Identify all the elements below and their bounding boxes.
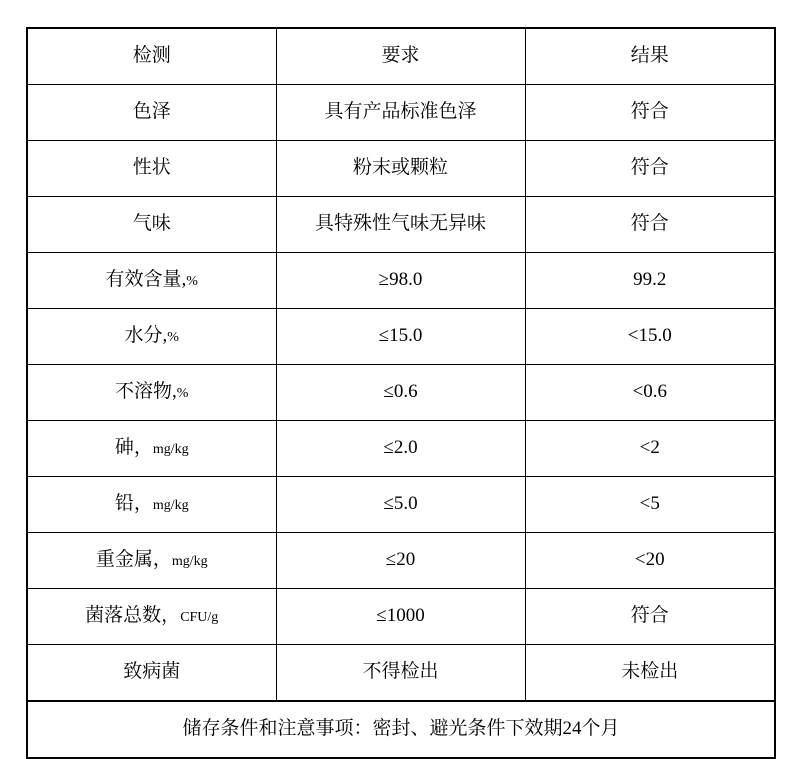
- cell-requirement: ≤0.6: [276, 365, 525, 421]
- header-cell-requirement: 要求: [276, 28, 525, 85]
- cell-item: [27, 421, 276, 477]
- table-row: [27, 589, 775, 645]
- table-row: [27, 197, 775, 253]
- cell-item-text: 性状: [132, 157, 171, 179]
- cell-item: [27, 365, 276, 421]
- cell-item: [27, 477, 276, 533]
- cell-result: 未检出: [525, 645, 775, 702]
- header-cell-result: 结果: [525, 28, 775, 85]
- header-cell-item: 检测: [27, 28, 276, 85]
- cell-result: 99.2: [525, 253, 775, 309]
- cell-item-unit: mg/kg: [152, 498, 189, 514]
- cell-item-text: 不溶物,: [115, 381, 177, 403]
- cell-result: 符合: [525, 589, 775, 645]
- table-row: [27, 253, 775, 309]
- cell-result: <0.6: [525, 365, 775, 421]
- cell-item: [27, 197, 276, 253]
- table-body: [27, 28, 775, 758]
- cell-requirement: ≤5.0: [276, 477, 525, 533]
- cell-item: [27, 85, 276, 141]
- cell-item-unit: %: [186, 274, 198, 290]
- table-row: [27, 645, 775, 702]
- cell-requirement: 具有产品标准色泽: [276, 85, 525, 141]
- cell-requirement: 不得检出: [276, 645, 525, 702]
- cell-item: [27, 645, 276, 702]
- table-row: [27, 141, 775, 197]
- table-row: [27, 309, 775, 365]
- cell-requirement: ≤15.0: [276, 309, 525, 365]
- cell-item-text: 致病菌: [123, 661, 181, 683]
- cell-item: [27, 141, 276, 197]
- cell-requirement: ≤2.0: [276, 421, 525, 477]
- cell-item-text: 气味: [132, 213, 171, 235]
- cell-item-unit: CFU/g: [180, 610, 219, 626]
- table-row: [27, 365, 775, 421]
- cell-item: [27, 253, 276, 309]
- cell-item-text: 铅，: [114, 493, 153, 515]
- cell-item: [27, 309, 276, 365]
- cell-item-text: 砷，: [114, 437, 153, 459]
- cell-item-text: 有效含量,: [105, 269, 187, 291]
- table-row: [27, 421, 775, 477]
- cell-item-unit: %: [167, 330, 179, 346]
- cell-item-unit: %: [176, 386, 189, 402]
- cell-item-text: 菌落总数，: [85, 605, 181, 627]
- specification-table: [26, 27, 776, 759]
- cell-requirement: 粉末或颗粒: [276, 141, 525, 197]
- cell-item-text: 水分,: [124, 325, 168, 347]
- table-header-row: [27, 28, 775, 85]
- cell-result: 符合: [525, 85, 775, 141]
- cell-result: <20: [525, 533, 775, 589]
- cell-item: [27, 533, 276, 589]
- cell-requirement: ≤20: [276, 533, 525, 589]
- cell-requirement: ≥98.0: [276, 253, 525, 309]
- cell-result: <5: [525, 477, 775, 533]
- table-footer-row: [27, 701, 775, 758]
- table-row: [27, 477, 775, 533]
- table-row: [27, 85, 775, 141]
- cell-item-text: 色泽: [132, 101, 171, 123]
- table-row: [27, 533, 775, 589]
- cell-item-unit: mg/kg: [152, 442, 189, 458]
- storage-note: 储存条件和注意事项：密封、避光条件下效期24个月: [27, 701, 775, 758]
- cell-result: 符合: [525, 197, 775, 253]
- cell-requirement: ≤1000: [276, 589, 525, 645]
- cell-item-text: 重金属，: [95, 549, 172, 571]
- cell-item-unit: mg/kg: [171, 554, 208, 570]
- cell-result: <15.0: [525, 309, 775, 365]
- cell-result: 符合: [525, 141, 775, 197]
- cell-requirement: 具特殊性气味无异味: [276, 197, 525, 253]
- cell-item: [27, 589, 276, 645]
- cell-result: <2: [525, 421, 775, 477]
